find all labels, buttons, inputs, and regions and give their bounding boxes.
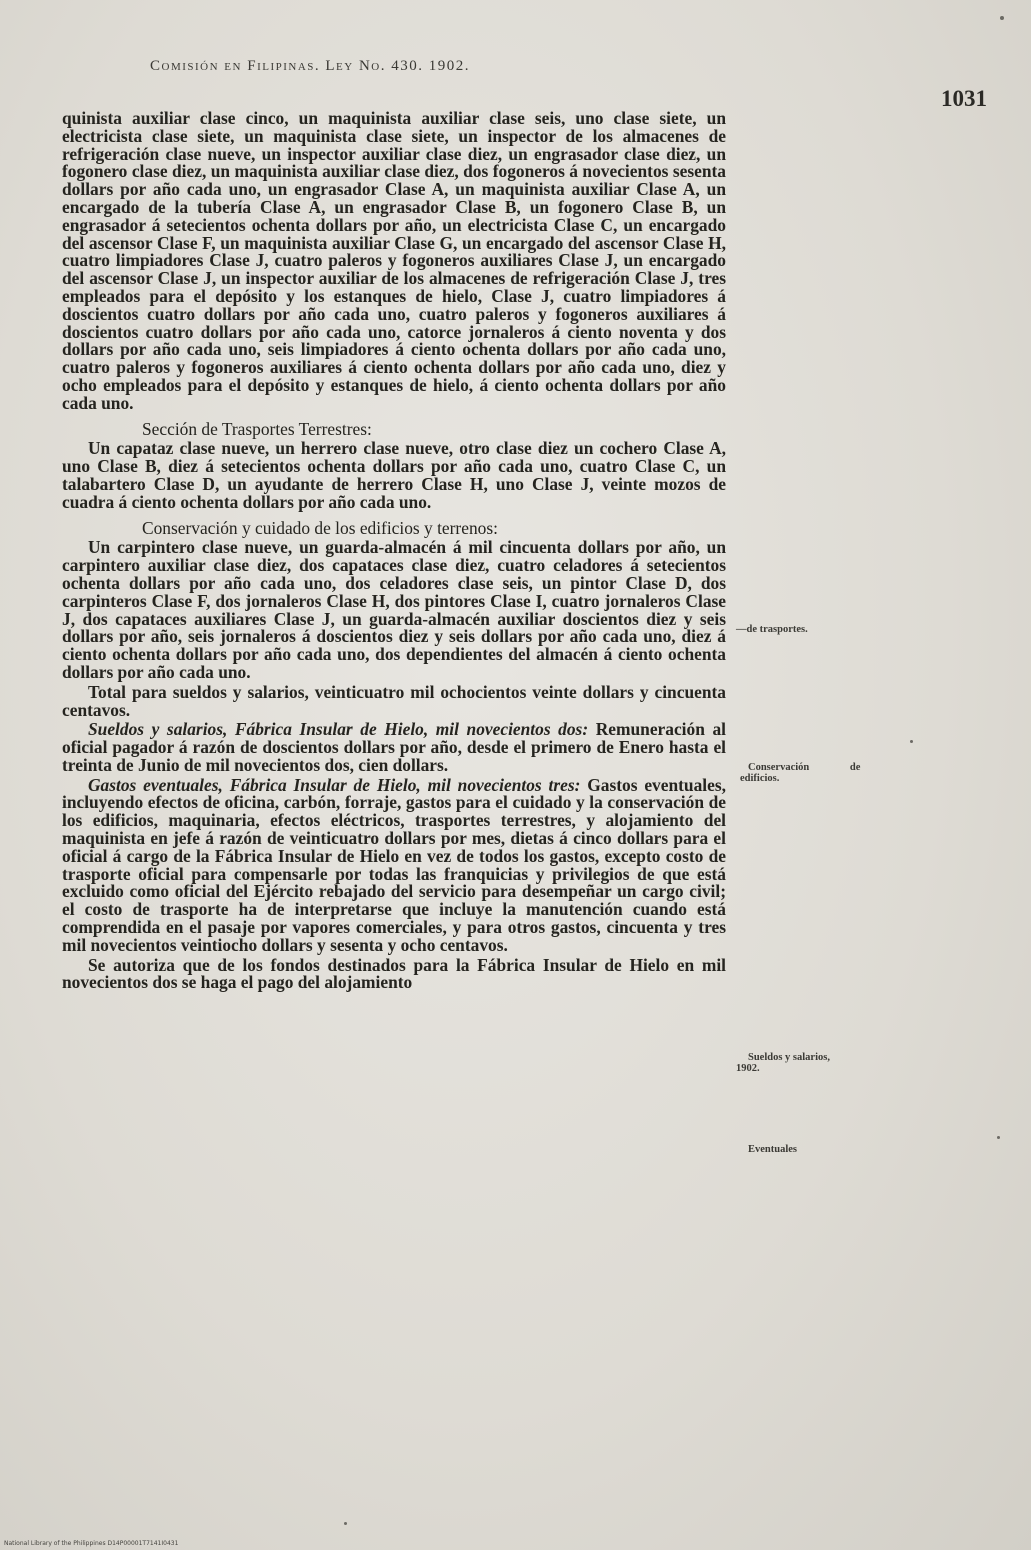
scan-footer: National Library of the Philippines D14P00001T7141I0431 <box>4 1540 179 1547</box>
paragraph-trasportes: Un capataz clase nueve, un herrero clase nueve, otro clase diez un cochero Clase A, uno Clase B, diez á setecientos ochenta dollars por año cada uno, cuatro Clase C, un talabartero Clase D, un ayudante de herrero Clase H, uno Clase J, veinte mozos de cuadra á ciento ochenta dollars por año cada uno. <box>62 438 726 512</box>
margin-note-conservacion <box>740 762 861 784</box>
paragraph-conservacion: Un carpintero clase nueve, un guarda-almacén á mil cincuenta dollars por año, un carpintero auxiliar clase diez, dos capataces clase diez, cuatro celadores á setecientos ochenta dollars por año cada uno, dos celadores clase seis, un pintor Clase D, dos carpinteros Clase F, dos jornaleros Clase H, dos pintores Clase I, cuatro jornaleros Clase J, dos capataces auxiliares Clase J, un guarda-almacén auxiliar doscientos diez y seis dollars por año, seis jornaleros á doscientos diez y seis dollars por año cada uno, diez á ciento ochenta dollars por año cada uno, dos dependientes del almacén á ciento ochenta dollars por año cada uno. <box>62 537 726 682</box>
scan-speck <box>997 1136 1000 1139</box>
scan-speck <box>1000 16 1004 20</box>
paragraph-staff-list: quinista auxiliar clase cinco, un maquinista auxiliar clase seis, uno clase siete, un electricista clase siete, un maquinista clase siete, un inspector de los almacenes de refrigeración clase nueve, un inspector auxiliar clase diez, un engrasador clase diez, un fogonero clase diez, un maquinista auxiliar clase diez, dos fogoneros á novecientos sesenta dollars por año cada uno, un engrasador Clase A, un maquinista auxiliar Clase A, un encargado de la tubería Clase A, un engrasador Clase B, un fogonero Clase B, un engrasador á setecientos ochenta dollars por año, un electricista Clase C, un encargado del ascensor Clase F, un maquinista auxiliar Clase G, un encargado del ascensor Clase H, cuatro limpiadores Clase J, cuatro paleros y fogoneros auxiliares Clase J, un encargado del ascensor Clase J, un inspector auxiliar de los almacenes de refrigeración Clase J, tres empleados para el depósito y los estanques de hielo, Clase J, cuatro limpiadores á doscientos cuatro dollars por año cada uno, cuatro paleros y fogoneros auxiliares á doscientos cuatro dollars por año cada uno, catorce jornaleros á ciento noventa y dos dollars por año cada uno, seis limpiadores á ciento ochenta dollars por año cada uno, cuatro paleros y fogoneros auxiliares á ciento ochenta dollars por año cada uno, diez y ocho empleados para el depósito y estanques de hielo, á ciento ochenta dollars por año cada uno. <box>62 108 726 413</box>
section-heading-trasportes: Sección de Trasportes Terrestres: <box>142 418 372 439</box>
paragraph-sueldos <box>62 721 726 774</box>
section-heading-conservacion: Conservación y cuidado de los edificios y terrenos: <box>142 517 498 538</box>
sueldos-heading: Sueldos y salarios, Fábrica Insular de Hielo, mil novecientos dos: <box>88 719 589 740</box>
scan-speck <box>344 1522 347 1525</box>
scan-speck <box>910 740 913 743</box>
margin-note-sueldos-line1: Sueldos y salarios, <box>748 1052 830 1063</box>
margin-note-conservacion-line1: Conservación de <box>748 762 861 773</box>
paragraph-total: Total para sueldos y salarios, veinticuatro mil ochocientos veinte dollars y cincuenta centavos. <box>62 681 726 720</box>
margin-note-sueldos <box>736 1052 830 1074</box>
margin-note-trasportes: —de trasportes. <box>736 624 808 635</box>
margin-note-eventuales: Eventuales <box>748 1144 798 1155</box>
margin-note-sueldos-line2: 1902. <box>736 1063 760 1074</box>
eventuales-heading: Gastos eventuales, Fábrica Insular de Hielo, mil novecientos tres: <box>88 774 581 795</box>
running-title: Comisión en Filipinas. Ley No. 430. 1902. <box>150 58 470 74</box>
sueldos-text: Remuneración al oficial pagador á razón de doscientos dollars por año, desde el primero de Enero hasta el treinta de Junio de mil novecientos dos, cien dollars. <box>62 719 726 775</box>
page-number: 1031 <box>941 86 987 111</box>
margin-note-conservacion-line2: edificios. <box>740 773 780 784</box>
eventuales-text: Gastos eventuales, incluyendo efectos de oficina, carbón, forraje, gastos para el cuidado y la conservación de los edificios, maquinaria, efectos eléctricos, trasportes terrestres, y alojamiento del maquinista en jefe á razón de veinticuatro dollars por mes, dietas á cinco dollars para el oficial á cargo de la Fábrica Insular de Hielo en vez de todos los gastos, excepto costo de trasporte oficial para compensarle por todas las franquicias y privilegios de que está excluido como oficial del Ejército rebajado del servicio para desempeñar un cargo civil; el costo de trasporte ha de interpretarse que incluye la manutención cuando está comprendida en el pasaje por vapores comerciales, y para otros gastos, cincuenta y tres mil novecientos veintiocho dollars y sesenta y ocho centavos. <box>62 774 726 955</box>
paragraph-autoriza: Se autoriza que de los fondos destinados para la Fábrica Insular de Hielo en mil novecientos dos se haga el pago del alojamiento <box>62 954 726 993</box>
body-text <box>62 110 726 994</box>
paragraph-eventuales <box>62 774 726 955</box>
